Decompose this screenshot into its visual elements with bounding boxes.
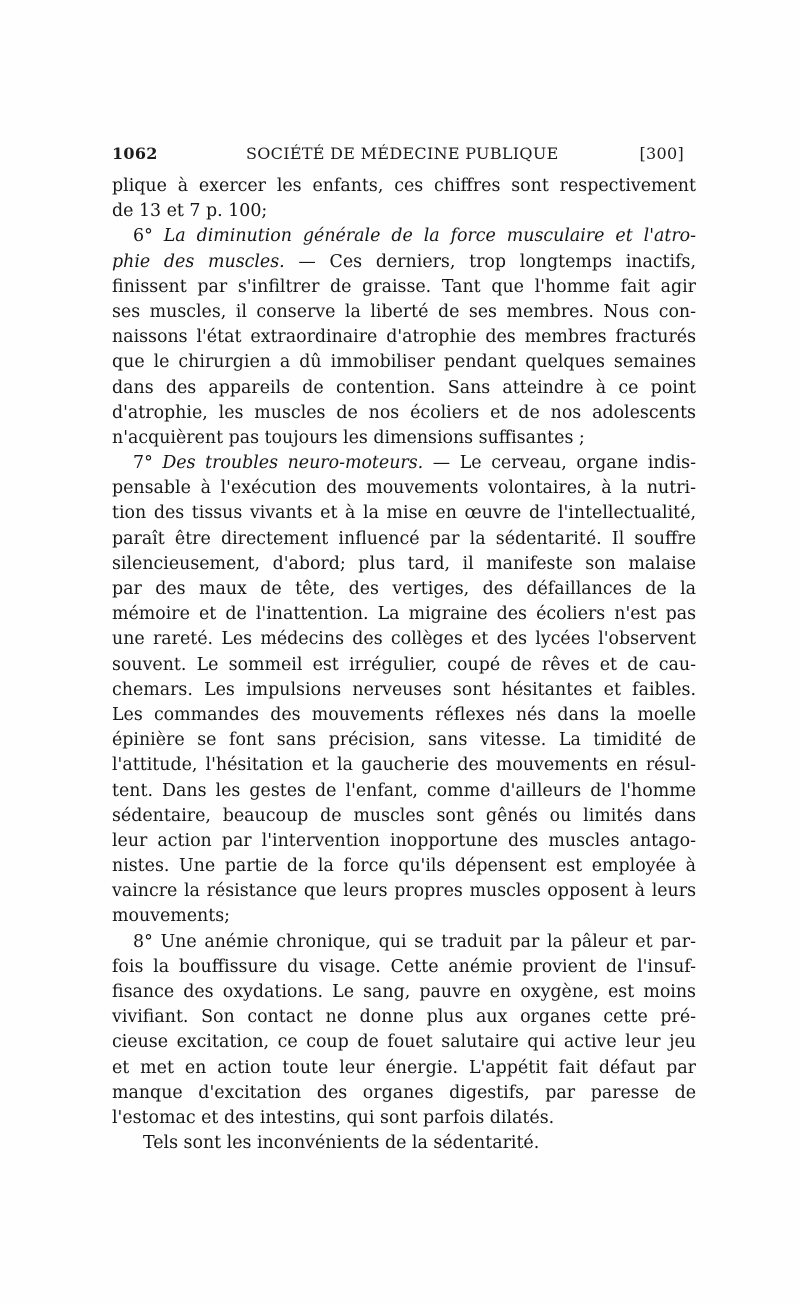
text-line — [112, 602, 696, 627]
text-line — [112, 930, 696, 955]
line-text: tion des tissus vivants et à la mise en œuvre de l'intellectualité, — [112, 503, 696, 524]
text-line — [112, 224, 696, 249]
text-line — [112, 199, 696, 224]
page-reference: [300] — [639, 144, 684, 163]
line-text: vaincre la résistance que leurs propres muscles opposent à leurs — [112, 881, 696, 902]
text-line — [112, 451, 696, 476]
text-line — [112, 376, 696, 401]
text-line — [112, 904, 696, 929]
section-heading: La diminution générale de la force musculaire et l'atro- — [163, 226, 696, 247]
text-line — [112, 829, 696, 854]
running-title: SOCIÉTÉ DE MÉDECINE PUBLIQUE — [246, 144, 559, 163]
text-line — [112, 325, 696, 350]
line-text: leur action par l'intervention inopportune des muscles antago- — [112, 830, 696, 851]
text-line — [112, 552, 696, 577]
line-text: souvent. Le sommeil est irrégulier, coupé de rêves et de cau- — [112, 654, 696, 675]
line-text: une rareté. Les médecins des collèges et des lycées l'observent — [112, 629, 696, 650]
section-heading: phie des muscles. — [112, 251, 285, 272]
text-line — [112, 300, 696, 325]
text-line — [112, 350, 696, 375]
line-text: de 13 et 7 p. 100; — [112, 201, 268, 222]
line-text: sédentaire, beaucoup de muscles sont gênés ou limités dans — [112, 805, 696, 826]
text-line — [112, 527, 696, 552]
page-number: 1062 — [112, 144, 158, 163]
line-text: naissons l'état extraordinaire d'atrophie des membres fracturés — [112, 327, 696, 348]
text-line — [112, 501, 696, 526]
text-line — [112, 779, 696, 804]
line-text: — Le cerveau, organe indis- — [423, 453, 696, 474]
text-line — [112, 1106, 696, 1131]
text-line — [112, 1005, 696, 1030]
text-line — [112, 476, 696, 501]
line-text: par des maux de tête, des vertiges, des défaillances de la — [112, 579, 696, 599]
running-header — [112, 138, 684, 166]
text-line — [112, 879, 696, 904]
line-text: dans des appareils de contention. Sans atteindre à ce point — [112, 377, 696, 398]
text-line — [112, 753, 696, 778]
text-line — [112, 980, 696, 1005]
line-text: nistes. Une partie de la force qu'ils dépensent est employée à — [112, 856, 696, 877]
line-text: chemars. Les impulsions nerveuses sont hésitantes et faibles. — [112, 679, 696, 700]
text-line — [112, 1030, 696, 1055]
body-text — [112, 174, 696, 1156]
line-text: plique à exercer les enfants, ces chiffres sont respectivement — [112, 176, 696, 196]
text-line — [112, 955, 696, 980]
text-line — [112, 804, 696, 829]
section-number: 7° — [133, 453, 163, 474]
line-text: épinière se font sans précision, sans vitesse. La timidité de — [112, 730, 696, 751]
line-text: ses muscles, il conserve la liberté de ses membres. Nous con- — [112, 301, 696, 322]
text-line — [112, 1056, 696, 1081]
line-text: l'estomac et des intestins, qui sont parfois dilatés. — [112, 1107, 555, 1128]
line-text: et met en action toute leur énergie. L'appétit fait défaut par — [112, 1057, 696, 1078]
text-line — [112, 854, 696, 879]
line-text: mémoire et de l'inattention. La migraine des écoliers n'est pas — [112, 604, 696, 625]
line-text: fisance des oxydations. Le sang, pauvre en oxygène, est moins — [112, 982, 696, 1002]
text-line — [112, 1131, 696, 1156]
line-text: silencieusement, d'abord; plus tard, il manifeste son malaise — [112, 553, 696, 574]
text-line — [112, 401, 696, 426]
line-text: que le chirurgien a dû immobiliser pendant quelques semaines — [112, 352, 696, 373]
text-line — [112, 678, 696, 703]
line-text: tent. Dans les gestes de l'enfant, comme d'ailleurs de l'homme — [112, 780, 696, 801]
line-text: manque d'excitation des organes digestifs, par paresse de — [112, 1082, 696, 1103]
section-number: 6° — [133, 226, 164, 247]
text-line — [112, 627, 696, 652]
text-line — [112, 577, 696, 602]
line-text: 8° Une anémie chronique, qui se traduit par la pâleur et par- — [133, 931, 696, 952]
text-line — [112, 728, 696, 753]
text-line — [112, 1081, 696, 1106]
text-line — [112, 703, 696, 728]
line-text: — Ces derniers, trop longtemps inactifs, — [284, 251, 696, 272]
line-text: finissent par s'infiltrer de graisse. Tant que l'homme fait agir — [112, 276, 696, 297]
line-text: l'attitude, l'hésitation et la gaucherie des mouvements en résul- — [112, 755, 696, 776]
line-text: d'atrophie, les muscles de nos écoliers et de nos adolescents — [112, 402, 696, 423]
text-line — [112, 653, 696, 678]
line-text: mouvements; — [112, 906, 231, 927]
line-text: fois la bouffissure du visage. Cette anémie provient de l'insuf- — [112, 956, 696, 977]
line-text: pensable à l'exécution des mouvements volontaires, à la nutri- — [112, 478, 696, 499]
text-line — [112, 250, 696, 275]
line-text: cieuse excitation, ce coup de fouet salutaire qui active leur jeu — [112, 1032, 696, 1053]
line-text: n'acquièrent pas toujours les dimensions suffisantes ; — [112, 427, 585, 448]
line-text: Tels sont les inconvénients de la sédentarité. — [143, 1133, 540, 1154]
text-line — [112, 275, 696, 300]
text-line — [112, 174, 696, 199]
text-line — [112, 426, 696, 451]
section-heading: Des troubles neuro-moteurs. — [162, 453, 424, 474]
line-text: Les commandes des mouvements réflexes nés dans la moelle — [112, 704, 696, 725]
line-text: vivifiant. Son contact ne donne plus aux organes cette pré- — [112, 1007, 696, 1028]
line-text: paraît être directement influencé par la sédentarité. Il souffre — [112, 528, 696, 549]
